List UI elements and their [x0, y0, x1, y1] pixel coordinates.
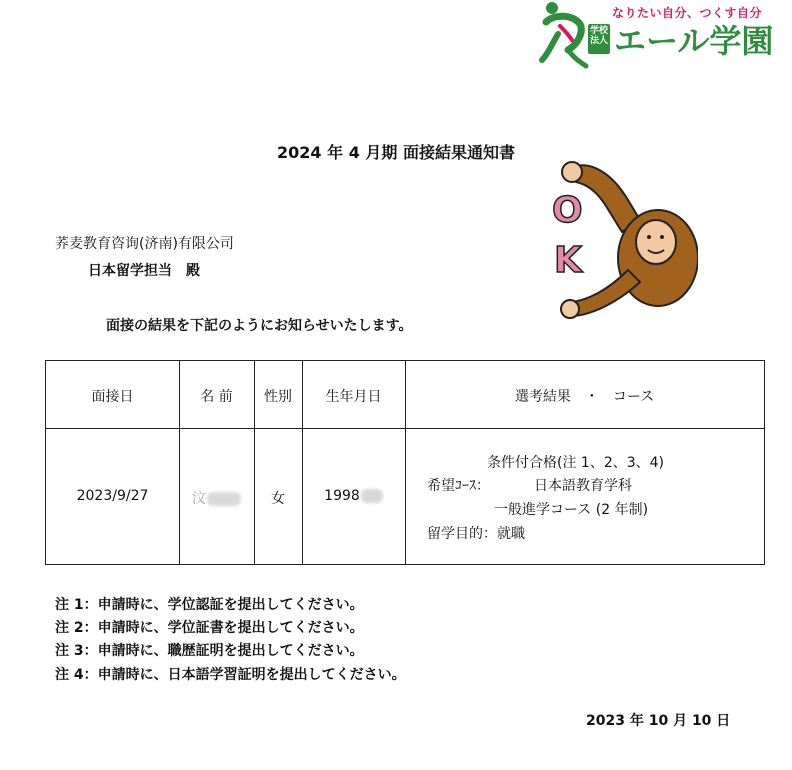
- study-purpose: 留学目的：就職: [427, 526, 525, 542]
- course-detail: 一般進学コース (2 年制): [494, 502, 649, 518]
- ok-letter-o: O: [552, 190, 583, 231]
- header-birthday: 生年月日: [325, 389, 382, 405]
- row-gender: 女: [271, 491, 285, 507]
- course-label: 希望ｺｰｽ：: [427, 478, 490, 494]
- row-interview-date: 2023/9/27: [76, 488, 149, 504]
- note-1: 注 1：申請時に、学位認証を提出してください。: [55, 597, 364, 613]
- intro-text: 面接の結果を下記のようにお知らせいたします。: [106, 318, 413, 334]
- issue-date: 2023 年 10 月 10 日: [586, 713, 731, 729]
- result-table: [45, 360, 765, 565]
- course-name: 日本語教育学科: [534, 478, 632, 494]
- header-interview-date: 面接日: [91, 389, 134, 405]
- header-result-course: 選考結果 ・ コース: [514, 389, 655, 405]
- row-name-text: 汶: [192, 491, 206, 507]
- note-3: 注 3：申請時に、職歴証明を提出してください。: [55, 643, 364, 659]
- school-slogan: なりたい自分、つくす自分: [612, 6, 763, 20]
- school-corp-tag: 学校法人: [588, 24, 610, 54]
- header-gender: 性別: [264, 389, 292, 405]
- document-title: 2024 年 4 月期 面接結果通知書: [277, 143, 515, 162]
- redacted-blur: [207, 492, 241, 506]
- recipient-department: 日本留学担当 殿: [88, 263, 200, 279]
- header-name: 名 前: [200, 389, 233, 405]
- row-name: [179, 488, 254, 508]
- ok-monkey-illustration: [548, 150, 698, 330]
- row-birthday: [302, 488, 405, 504]
- redacted-blur: [361, 489, 383, 503]
- note-4: 注 4：申請時に、日本語学習証明を提出してください。: [55, 667, 406, 683]
- school-brand-name: エール学園: [614, 22, 774, 60]
- recipient-company: 荞麦教育咨询(济南)有限公司: [55, 236, 234, 252]
- row-birthday-text: 1998: [324, 488, 360, 504]
- ok-letter-k: K: [554, 240, 582, 281]
- note-2: 注 2：申請時に、学位証書を提出してください。: [55, 620, 364, 636]
- result-status: 条件付合格(注 1、2、3、4): [487, 455, 665, 471]
